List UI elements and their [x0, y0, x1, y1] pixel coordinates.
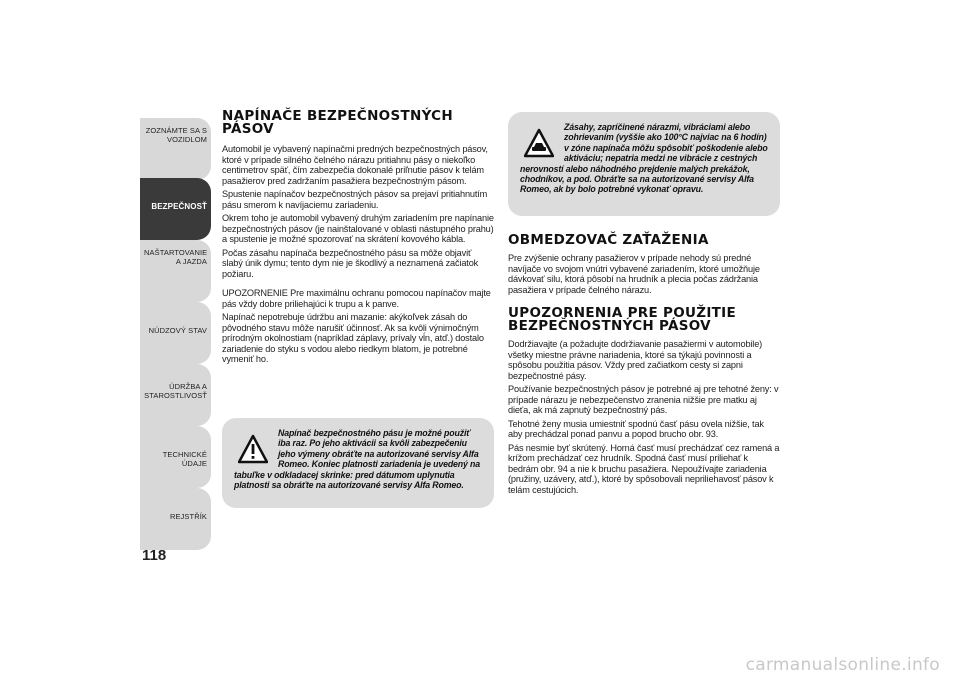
paragraph: Spustenie napínačov bezpečnostných pásov sa prejaví pritiahnutím pásu smerom k navíjaciemu zariadeniu.	[222, 189, 488, 210]
paragraph: Pás nesmie byť skrútený. Horná časť musí prechádzať cez ramená a krížom prechádzať cez hrudník. Spodná časť musí priliehať k bedrám obr. 94 a nie k bruchu pasažiera. Nepoužívajte zariadenia (pružiny, uzávery, atď.), ktoré by spôsobovali nepriliehavosť pásov k telám cestujúcich.	[508, 442, 780, 495]
tab-label: ÚDRŽBA A STAROSTLIVOSŤ	[144, 382, 207, 400]
tab-emergency[interactable]	[140, 302, 211, 364]
left-column	[222, 110, 494, 365]
right-column	[508, 234, 780, 495]
tab-label: REJSTŘÍK	[169, 512, 207, 521]
paragraph: UPOZORNENIE Pre maximálnu ochranu pomocou napínačov majte pás vždy dobre priliehajúci k trupu a k panve.	[222, 288, 491, 309]
warning-box-single-use	[222, 418, 494, 508]
paragraph: Tehotné ženy musia umiestniť spodnú časť pásu ovela nižšie, tak aby prechádzal ponad panvu a popod brucho obr. 93.	[508, 418, 764, 439]
paragraph: Používanie bezpečnostných pásov je potrebné aj pre tehotné ženy: v prípade nárazu je nebezpečenstvo zranenia nižšie pre matku aj dieťa, ak má zapnutý bezpečnostný pás.	[508, 384, 779, 415]
warning-text: Napínač bezpečnostného pásu je možné použiť iba raz. Po jeho aktivácii sa kvôli zabezpečeniu jeho výmeny obráťte na autorizované servisy Alfa Romeo. Koniec platnosti zariadenia je uvedený na tabuľke v odkladacej skrinke: pred dátumom uplynutia platnosti sa obráťte na autorizované servisy Alfa Romeo.	[234, 428, 481, 491]
warning-triangle-icon	[238, 434, 268, 464]
paragraph: Automobil je vybavený napínačmi predných bezpečnostných pásov, ktoré v prípade silného čelného nárazu pritiahnu pásy o niekoľko centimetrov späť, čím zabezpečia dokonalé priľnutie pásov k telám pasažierov pred zadržaním pasažiera bezpečnostným pásom.	[222, 144, 488, 186]
warning-text: Zásahy, zapríčinené nárazmi, vibráciami alebo zohrievaním (vyššie ako 100°C najviac na 6 hodín) v zóne napínača môžu spôsobiť poškodenie alebo aktiváciu; nepatria medzi ne vibrácie z cestných nerovností alebo náhodného prejdenie malých prekážok, chodníkov, a pod. Obráťte sa na autorizované servisy Alfa Romeo, ak by bolo potrebné vykonať opravu.	[520, 122, 768, 195]
paragraph: Napínač nepotrebuje údržbu ani mazanie: akýkoľvek zásah do pôvodného stavu môže narušiť účinnosť. Ak sa kvôli výnimočným prírodným okolnostiam (napríklad záplavy, prívaly vĺn, atď.) dostalo zariadenie do styku s vodou alebo riedkym blatom, je potrebné vymeniť ho.	[222, 312, 484, 364]
paragraph: Okrem toho je automobil vybavený druhým zariadením pre napínanie bezpečnostných pásov (je nainštalované v oblasti nástupného prahu) a spustenie je možné spozorovať na skrátení kovového kábla.	[222, 213, 494, 244]
page-number: 118	[142, 547, 167, 564]
tab-label: BEZPEČNOSŤ	[151, 202, 207, 211]
tab-starting-driving[interactable]	[140, 240, 211, 302]
tab-label: TECHNICKÉ ÚDAJE	[162, 450, 207, 468]
tab-label: NAŠTARTOVANIE A JAZDA	[144, 248, 208, 266]
watermark: carmanualsonline.info	[745, 655, 940, 675]
paragraph: Dodržiavajte (a požadujte dodržiavanie pasažiermi v automobile) všetky miestne právne nariadenia, ktoré sa týkajú povinnosti a spôsobu použitia pásov. Vždy pred začiatkom cesty si zapni bezpečnostné pásy.	[508, 339, 763, 381]
warning-vehicle-icon	[524, 128, 554, 158]
tab-label: ZOZNÁMTE SA S VOZIDLOM	[145, 126, 207, 144]
section-heading-pretensioners: NAPÍNAČE BEZPEČNOSTNÝCH PÁSOV	[222, 108, 453, 137]
paragraph: Pre zvýšenie ochrany pasažierov v prípade nehody sú predné navíjače vo svojom vnútri vybavené zariadením, ktoré umožňuje dávkovať silu, ktorá pôsobí na hrudník a plecia počas zádržania pasažiera v prípade čelného nárazu.	[508, 253, 760, 295]
paragraph: Počas zásahu napínača bezpečnostného pásu sa môže objaviť slabý únik dymu; tento dym nie je škodlivý a neznamená začiatok požiaru.	[222, 247, 479, 279]
warning-box-damage	[508, 112, 780, 216]
section-heading-seatbelt-warnings: UPOZORNENIA PRE POUŽITIE BEZPEČNOSTNÝCH PÁSOV	[508, 305, 736, 334]
tab-vehicle-intro[interactable]	[140, 118, 211, 180]
tab-index[interactable]	[140, 488, 211, 550]
tab-maintenance[interactable]	[140, 364, 211, 426]
tab-technical-data[interactable]	[140, 426, 211, 488]
tab-label: NÚDZOVÝ STAV	[148, 326, 207, 335]
tab-safety[interactable]	[140, 178, 211, 240]
section-heading-load-limiter: OBMEDZOVAČ ZAŤAŽENIA	[508, 232, 709, 248]
